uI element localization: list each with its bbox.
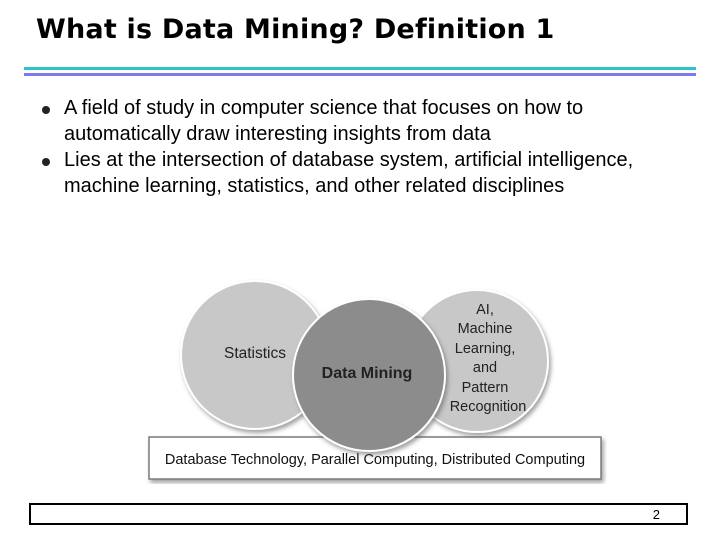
footer-box <box>29 503 688 525</box>
bullet-text: Lies at the intersection of database system, artificial intelligence, machine learning, statistics, and other related disciplines <box>64 149 634 197</box>
bullet-dot-icon <box>42 106 50 114</box>
ai-ml-label-line: Pattern <box>461 380 509 396</box>
base-bar-label: Database Technology, Parallel Computing, Distributed Computing <box>164 452 586 468</box>
bullet-item <box>38 147 698 199</box>
data-mining-label: Data Mining <box>321 365 413 382</box>
venn-diagram-graphic <box>145 278 607 484</box>
bullet-list <box>38 95 698 199</box>
statistics-label: Statistics <box>223 345 287 362</box>
title-rule-bottom <box>24 73 696 76</box>
ai-ml-label-line: Machine <box>457 321 513 337</box>
title-rule-top <box>24 67 696 70</box>
ai-ml-label-line: AI, <box>476 302 494 318</box>
ai-ml-label-line: Learning, <box>454 341 516 357</box>
ai-ml-label-line: and <box>472 360 498 376</box>
ai-ml-label-line: Recognition <box>449 399 527 415</box>
slide-title: What is Data Mining? Definition 1 <box>36 14 555 45</box>
bullet-text: A field of study in computer science that focuses on how to automatically draw interesting insights from data <box>64 97 584 145</box>
bullet-item <box>38 95 698 147</box>
venn-diagram <box>145 278 607 484</box>
page-number: 2 <box>652 507 660 522</box>
bullet-dot-icon <box>42 158 50 166</box>
